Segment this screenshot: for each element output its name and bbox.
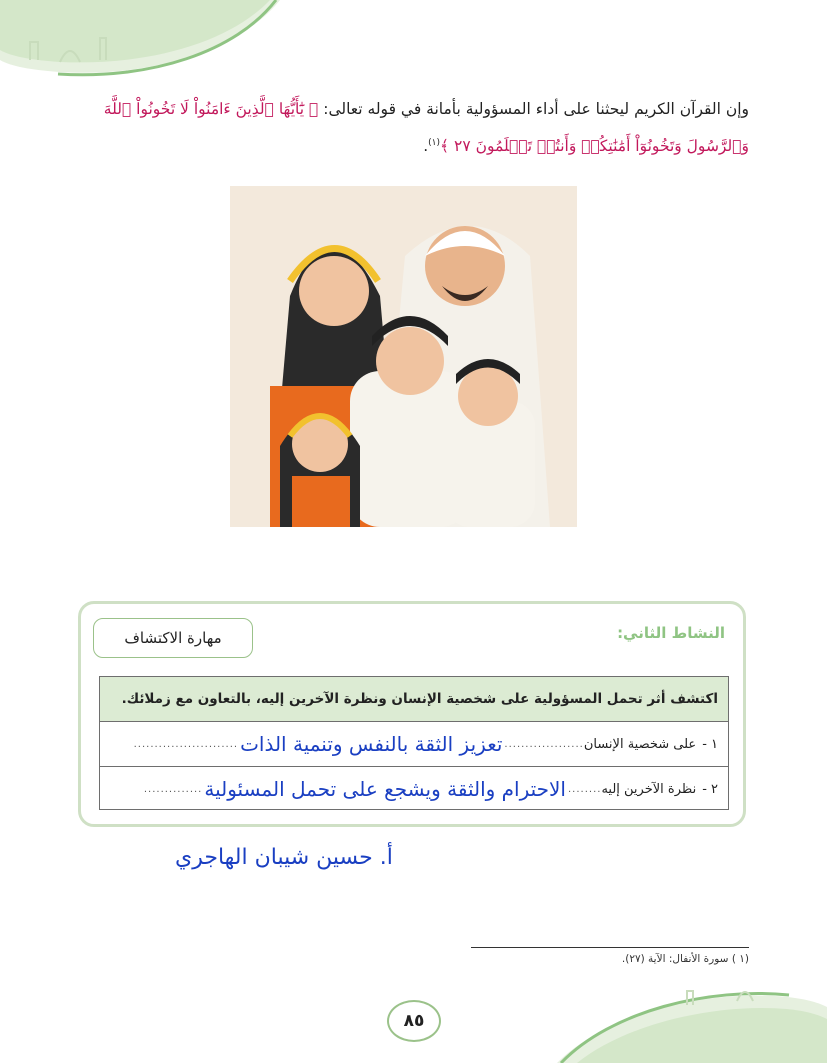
activity-title: النشاط الثاني:	[617, 624, 725, 642]
activity-table	[99, 676, 729, 810]
dotted-line: ..............	[143, 783, 203, 795]
dotted-line: .........................	[133, 738, 239, 750]
family-illustration	[230, 186, 577, 527]
intro-text: وإن القرآن الكريم ليحثنا على أداء المسؤولية بأمانة في قوله تعالى:	[318, 100, 749, 118]
table-row	[100, 766, 728, 811]
handwritten-answer[interactable]: تعزيز الثقة بالنفس وتنمية الذات	[240, 732, 503, 756]
handwritten-answer[interactable]: الاحترام والثقة ويشجع على تحمل المسئولية	[204, 777, 566, 801]
footnote-divider	[471, 947, 749, 948]
row-number: ١ -	[702, 736, 718, 752]
dotted-line: ...................	[504, 738, 584, 750]
footnote-reference: (١)	[428, 138, 441, 148]
dotted-line: ........	[568, 783, 602, 795]
row-label: نظرة الآخرين إليه	[601, 781, 697, 797]
skill-badge: مهارة الاكتشاف	[93, 618, 253, 658]
teacher-name: أ. حسين شيبان الهاجري	[175, 845, 393, 870]
intro-paragraph	[74, 92, 749, 163]
bottom-corner-ornament	[537, 983, 827, 1063]
row-label: على شخصية الإنسان	[583, 736, 697, 752]
row-number: ٢ -	[702, 781, 718, 797]
intro-end: .	[423, 137, 429, 156]
page-number: ٨٥	[387, 1000, 441, 1042]
footnote: (١ ) سورة الأنفال: الآية (٢٧).	[621, 953, 749, 965]
quran-verse: ﴿ يَٰٓأَيُّهَا ٱلَّذِينَ ءَامَنُواْ لَا تَخُونُواْ ٱللَّهَ وَٱلرَّسُولَ وَتَخُونُوٓاْ أَمَٰنَٰتِكُمۡ وَأَنتُمۡ تَعۡلَمُونَ ٢٧ ﴾	[103, 100, 749, 156]
activity-card	[78, 601, 746, 827]
table-row	[100, 722, 728, 766]
activity-instruction: اكتشف أثر تحمل المسؤولية على شخصية الإنسان ونظرة الآخرين إليه، بالتعاون مع زملائك.	[100, 677, 728, 722]
top-corner-ornament	[0, 0, 300, 80]
